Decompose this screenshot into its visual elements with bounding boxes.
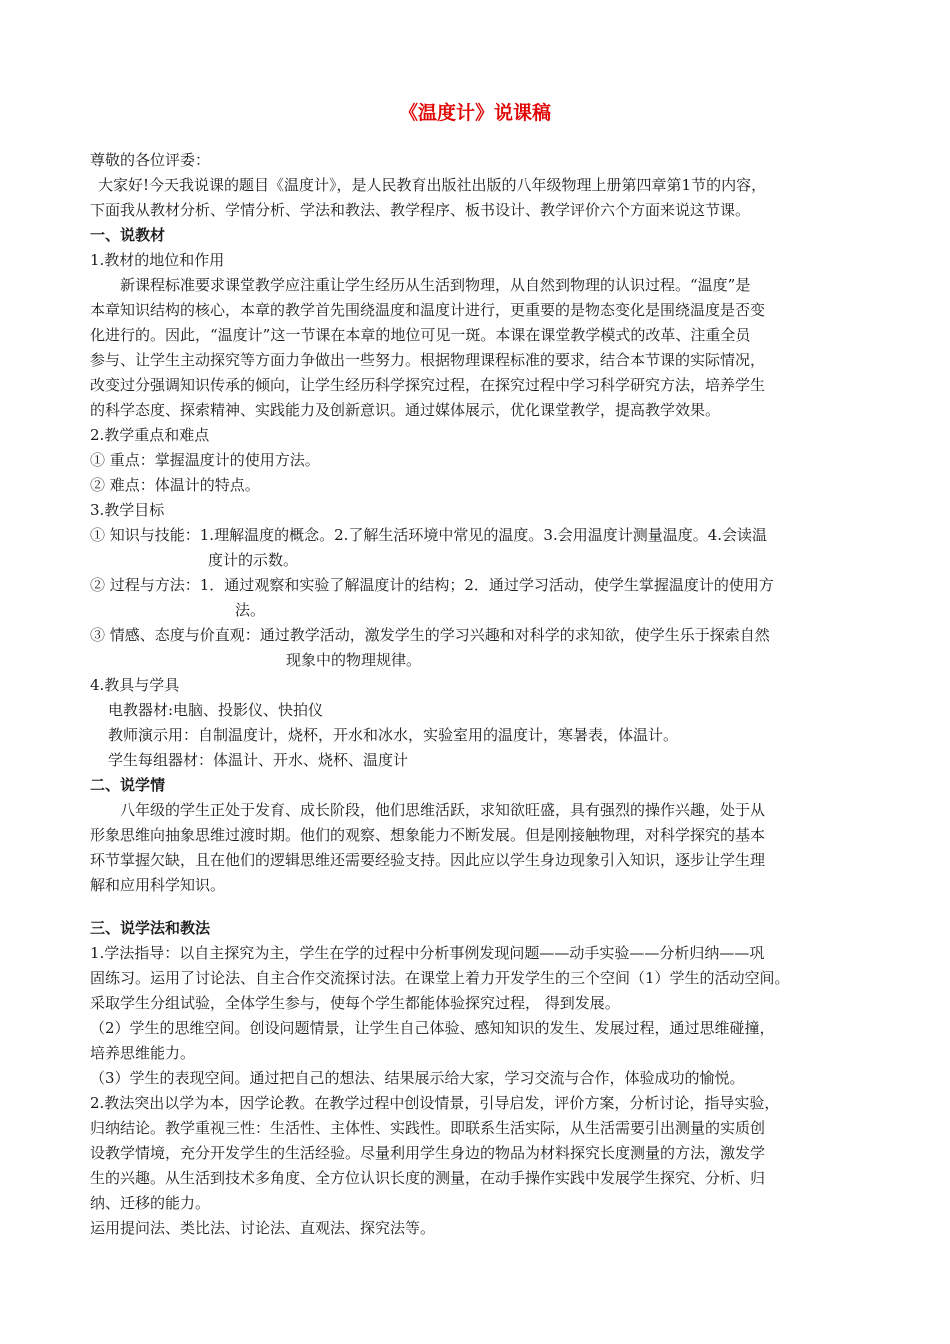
list-item: 电教器材:电脑、投影仪、快拍仪 xyxy=(108,701,324,719)
paragraph-line: 归纳结论。教学重视三性：生活性、主体性、实践性。即联系生活实际，从生活需要引出测量的实质创 xyxy=(90,1119,766,1137)
paragraph-line: 环节掌握欠缺，且在他们的逻辑思维还需要经验支持。因此应以学生身边现象引入知识，逐步让学生理 xyxy=(90,851,766,869)
list-item: ② 难点：体温计的特点。 xyxy=(90,476,260,494)
list-item: 教师演示用：自制温度计，烧杯，开水和冰水，实验室用的温度计，寒暑表，体温计。 xyxy=(108,726,679,744)
document-title: 《温度计》说课稿 xyxy=(398,102,551,124)
list-item: ① 知识与技能：1.理解温度的概念。2.了解生活环境中常见的温度。3.会用温度计测量温度。4.会读温 xyxy=(90,526,768,544)
paragraph-line: 培养思维能力。 xyxy=(90,1044,196,1062)
document-body xyxy=(90,148,870,1241)
subheading: 4.教具与学具 xyxy=(90,676,180,694)
paragraph-line: 生的兴趣。从生活到技术多角度、全方位认识长度的测量，在动手操作实践中发展学生探究、分析、归 xyxy=(90,1169,766,1187)
paragraph-line: 本章知识结构的核心，本章的教学首先围绕温度和温度计进行，更重要的是物态变化是围绕温度是否变 xyxy=(90,301,766,319)
section-heading: 二、说学情 xyxy=(90,776,166,794)
paragraph-line: 形象思维向抽象思维过渡时期。他们的观察、想象能力不断发展。但是刚接触物理，对科学探究的基本 xyxy=(90,826,766,844)
paragraph-line: 2.教法突出以学为本，因学论教。在教学过程中创设情景，引导启发，评价方案，分析讨论，指导实验， xyxy=(90,1094,780,1112)
section-heading: 一、说教材 xyxy=(90,226,166,244)
paragraph-line: 1.学法指导：以自主探究为主，学生在学的过程中分析事例发现问题——动手实验——分析归纳——巩 xyxy=(90,944,765,962)
list-item: ③ 情感、态度与价直观：通过教学活动，激发学生的学习兴趣和对科学的求知欲，使学生乐于探索自然 xyxy=(90,626,770,644)
list-item: ① 重点：掌握温度计的使用方法。 xyxy=(90,451,320,469)
paragraph-line: （2）学生的思维空间。创设问题情景，让学生自己体验、感知知识的发生、发展过程，通过思维碰撞， xyxy=(90,1019,775,1037)
section-heading: 三、说学法和教法 xyxy=(90,919,211,937)
subheading: 2.教学重点和难点 xyxy=(90,426,210,444)
paragraph-line: （3）学生的表现空间。通过把自己的想法、结果展示给大家，学习交流与合作，体验成功的愉悦。 xyxy=(90,1069,745,1087)
paragraph-line: 化进行的。因此，“温度计”这一节课在本章的地位可见一斑。本课在课堂教学模式的改革、注重全员 xyxy=(90,326,751,344)
list-item-continuation: 现象中的物理规律。 xyxy=(286,651,422,669)
paragraph-line: 解和应用科学知识。 xyxy=(90,876,226,894)
list-item-continuation: 度计的示数。 xyxy=(208,551,299,569)
paragraph-line: 采取学生分组试验，全体学生参与，使每个学生都能体验探究过程， 得到发展。 xyxy=(90,994,620,1012)
salutation: 尊敬的各位评委： xyxy=(90,151,211,169)
paragraph-line: 参与、让学生主动探究等方面力争做出一些努力。根据物理课程标准的要求，结合本节课的实际情况， xyxy=(90,351,766,369)
paragraph-line: 八年级的学生正处于发育、成长阶段，他们思维活跃，求知欲旺盛，具有强烈的操作兴趣，处于从 xyxy=(120,801,766,819)
list-item-continuation: 法。 xyxy=(235,601,266,619)
paragraph-gap xyxy=(90,898,870,916)
paragraph-line: 新课程标准要求课堂教学应注重让学生经历从生活到物理，从自然到物理的认识过程。“温度”是 xyxy=(120,276,751,294)
paragraph-line: 设教学情境，充分开发学生的生活经验。尽量利用学生身边的物品为材料探究长度测量的方法，激发学 xyxy=(90,1144,766,1162)
paragraph-line: 改变过分强调知识传承的倾向，让学生经历科学探究过程，在探究过程中学习科学研究方法，培养学生 xyxy=(90,376,766,394)
paragraph-line: 下面我从教材分析、学情分析、学法和教法、教学程序、板书设计、教学评价六个方面来说这节课。 xyxy=(90,201,751,219)
paragraph-line: 固练习。运用了讨论法、自主合作交流探讨法。在课堂上着力开发学生的三个空间（1）学生的活动空间。 xyxy=(90,969,790,987)
paragraph-line: 的科学态度、探索精神、实践能力及创新意识。通过媒体展示，优化课堂教学，提高教学效果。 xyxy=(90,401,721,419)
list-item: ② 过程与方法：1．通过观察和实验了解温度计的结构；2．通过学习活动，使学生掌握温度计的使用方 xyxy=(90,576,774,594)
paragraph-line: 大家好!今天我说课的题目《温度计》，是人民教育出版社出版的八年级物理上册第四章第1节的内容， xyxy=(98,176,767,194)
subheading: 3.教学目标 xyxy=(90,501,165,519)
paragraph-line: 纳、迁移的能力。 xyxy=(90,1194,211,1212)
subheading: 1.教材的地位和作用 xyxy=(90,251,225,269)
paragraph-line: 运用提问法、类比法、讨论法、直观法、探究法等。 xyxy=(90,1219,436,1237)
list-item: 学生每组器材：体温计、开水、烧杯、温度计 xyxy=(108,751,409,769)
